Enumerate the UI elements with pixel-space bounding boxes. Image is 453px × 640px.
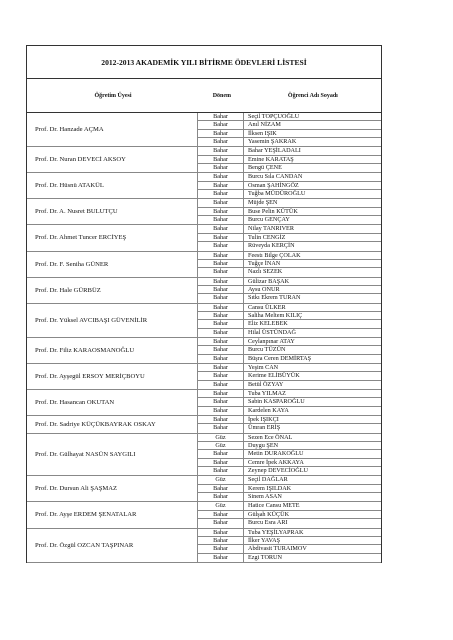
term-cell: Bahar xyxy=(198,338,244,345)
student-name-cell: Tulin CENGİZ xyxy=(248,233,286,241)
table-row xyxy=(198,459,381,467)
table-row xyxy=(198,121,381,129)
table-row xyxy=(198,147,381,155)
student-name-cell: Bengü ÇENE xyxy=(248,164,282,172)
table-row xyxy=(198,225,381,233)
student-list xyxy=(198,252,381,277)
student-name-cell: Ezgi TORUN xyxy=(248,553,282,561)
student-name-cell: Abdivasit TURAIMOV xyxy=(248,545,307,553)
student-name-cell: Seçil TOPÇUOĞLU xyxy=(248,113,300,120)
faculty-name: Prof. Dr. Ahmet Tuncer ERCİYEŞ xyxy=(27,225,198,250)
table-row xyxy=(198,338,381,346)
faculty-name: Prof. Dr. Hanzade AÇMA xyxy=(27,113,198,146)
student-name-cell: Tuğba MÜDÜROĞLU xyxy=(248,190,306,198)
student-name-cell: Rüveyda KERÇİN xyxy=(248,242,295,250)
term-cell: Bahar xyxy=(198,182,244,189)
term-cell: Bahar xyxy=(198,113,244,120)
term-cell: Bahar xyxy=(198,511,244,518)
term-cell: Bahar xyxy=(198,156,244,163)
table-row xyxy=(198,476,381,484)
term-cell: Bahar xyxy=(198,485,244,492)
student-name-cell: Metin DURAKOĞLU xyxy=(248,450,304,458)
table-row xyxy=(198,372,381,380)
student-name-cell: Buse Pelin KÜTÜK xyxy=(248,207,298,215)
term-cell: Bahar xyxy=(198,537,244,544)
student-list xyxy=(198,338,381,363)
term-cell: Bahar xyxy=(198,398,244,405)
term-cell: Bahar xyxy=(198,554,244,562)
term-cell: Bahar xyxy=(198,329,244,337)
faculty-group xyxy=(27,390,381,416)
student-column-header: Öğrenci Adı Soyadı xyxy=(287,92,338,99)
faculty-group xyxy=(27,225,381,251)
term-cell: Bahar xyxy=(198,286,244,293)
term-cell: Bahar xyxy=(198,121,244,128)
table-row xyxy=(198,424,381,432)
term-cell: Bahar xyxy=(198,407,244,415)
term-cell: Bahar xyxy=(198,304,244,311)
term-cell: Bahar xyxy=(198,138,244,146)
student-name-cell: Seçil DAĞLAR xyxy=(248,476,288,484)
student-name-cell: Sinem ASAN xyxy=(248,493,282,501)
faculty-name: Prof. Dr. Ayşe ERDEM ŞENATALAR xyxy=(27,502,198,527)
student-name-cell: Kerime ELİBÜYÜK xyxy=(248,372,300,380)
faculty-name: Prof. Dr. A. Nusret BULUTÇU xyxy=(27,199,198,224)
table-row xyxy=(198,545,381,553)
student-list xyxy=(198,390,381,415)
faculty-name: Prof. Dr. Nuran DEVECİ AKSOY xyxy=(27,147,198,172)
student-name-cell: Hatice Cansu METE xyxy=(248,502,300,510)
faculty-group xyxy=(27,529,381,563)
document-sheet xyxy=(26,45,382,563)
term-cell: Bahar xyxy=(198,164,244,172)
faculty-group xyxy=(27,252,381,278)
faculty-name: Prof. Dr. Filiz KARAOSMANOĞLU xyxy=(27,338,198,363)
table-row xyxy=(198,398,381,406)
table-row xyxy=(198,381,381,389)
table-row xyxy=(198,355,381,363)
student-list xyxy=(198,434,381,476)
table-row xyxy=(198,416,381,424)
table-row xyxy=(198,242,381,250)
faculty-group xyxy=(27,434,381,477)
faculty-name: Prof. Dr. Yüksel AVCIBAŞI GÜVENİLİR xyxy=(27,304,198,337)
faculty-group xyxy=(27,199,381,225)
student-name-cell: İlksen IŞIK xyxy=(248,129,277,137)
student-name-cell: Sabin KASPAROĞLU xyxy=(248,398,305,406)
table-header-row xyxy=(26,79,382,113)
table-row xyxy=(198,234,381,242)
faculty-name: Prof. Dr. Sadriye KÜÇÜKBAYRAK OSKAY xyxy=(27,416,198,433)
table-row xyxy=(198,182,381,190)
table-row xyxy=(198,537,381,545)
term-cell: Bahar xyxy=(198,381,244,389)
student-name-cell: Feestı Bilge ÇOLAK xyxy=(248,251,301,259)
student-list xyxy=(198,173,381,198)
faculty-name: Prof. Dr. F. Seniha GÜNER xyxy=(27,252,198,277)
term-cell: Bahar xyxy=(198,130,244,137)
student-list xyxy=(198,416,381,433)
table-row xyxy=(198,286,381,294)
term-cell: Bahar xyxy=(198,216,244,224)
student-name-cell: Bahar YEŞİLADALI xyxy=(248,147,301,155)
table-row xyxy=(198,113,381,121)
table-row xyxy=(198,450,381,458)
student-list xyxy=(198,199,381,224)
student-name-cell: Betül ÖZYAY xyxy=(248,380,284,388)
term-cell: Bahar xyxy=(198,545,244,552)
faculty-group xyxy=(27,113,381,147)
term-cell: Bahar xyxy=(198,278,244,285)
term-cell: Bahar xyxy=(198,173,244,180)
student-name-cell: Burcu Esra ARI xyxy=(248,519,288,527)
table-row xyxy=(198,216,381,224)
term-cell: Bahar xyxy=(198,493,244,501)
term-cell: Bahar xyxy=(198,234,244,241)
student-name-cell: Tuba YEŞİLYAPRAK xyxy=(248,528,304,536)
term-cell: Güz xyxy=(198,442,244,449)
table-row xyxy=(198,304,381,312)
table-row xyxy=(198,138,381,146)
term-cell: Bahar xyxy=(198,199,244,206)
term-cell: Bahar xyxy=(198,242,244,250)
table-row xyxy=(198,502,381,510)
student-name-cell: Anıl NİZAM xyxy=(248,121,281,129)
term-cell: Güz xyxy=(198,434,244,441)
table-row xyxy=(198,320,381,328)
term-cell: Güz xyxy=(198,476,244,483)
table-row xyxy=(198,268,381,276)
table-row xyxy=(198,467,381,475)
student-name-cell: Müjde ŞEN xyxy=(248,199,278,207)
student-list xyxy=(198,113,381,146)
table-row xyxy=(198,407,381,415)
student-name-cell: Saliha Meltem KILIÇ xyxy=(248,311,303,319)
table-row xyxy=(198,278,381,286)
table-row xyxy=(198,260,381,268)
faculty-name: Prof. Dr. Ayşegül ERSOY MERİÇBOYU xyxy=(27,364,198,389)
table-row xyxy=(198,252,381,260)
student-name-cell: İpek IŞIKÇI xyxy=(248,416,279,424)
faculty-name: Prof. Dr. Gülhayat NASÜN SAYGILI xyxy=(27,434,198,476)
student-list xyxy=(198,502,381,527)
term-cell: Bahar xyxy=(198,147,244,154)
faculty-column-header: Öğretim Üyesi xyxy=(94,92,132,99)
student-name-cell: Nilay TANRIVER xyxy=(248,225,294,233)
table-row xyxy=(198,346,381,354)
student-name-cell: Büşra Ceren DEMİRTAŞ xyxy=(248,354,312,362)
table-row xyxy=(198,156,381,164)
student-name-cell: Cemre İpek AKKAYA xyxy=(248,458,304,466)
student-name-cell: Burcu TÜZÜN xyxy=(248,346,286,354)
term-cell: Bahar xyxy=(198,260,244,267)
student-list xyxy=(198,529,381,562)
student-list xyxy=(198,225,381,250)
faculty-name: Prof. Dr. Hale GÜRBÜZ xyxy=(27,278,198,303)
student-name-cell: Tuğçe İNAN xyxy=(248,259,281,267)
term-cell: Bahar xyxy=(198,467,244,475)
table-row xyxy=(198,493,381,501)
document-title: 2012-2013 AKADEMİK YILI BİTİRME ÖDEVLERİ LİSTESİ xyxy=(26,45,382,79)
student-name-cell: Nazlı SEZEK xyxy=(248,268,283,276)
term-cell: Bahar xyxy=(198,190,244,198)
student-name-cell: Sıtkı Ekrem TURAN xyxy=(248,294,301,302)
faculty-group xyxy=(27,416,381,434)
term-cell: Bahar xyxy=(198,208,244,215)
student-name-cell: Kardelen KAYA xyxy=(248,406,289,414)
table-row xyxy=(198,173,381,181)
student-name-cell: Burcu GENÇAY xyxy=(248,216,290,224)
table-body xyxy=(26,113,382,563)
term-cell: Bahar xyxy=(198,320,244,327)
student-name-cell: Burcu Sıla CANDAN xyxy=(248,173,303,181)
term-cell: Bahar xyxy=(198,252,244,259)
student-name-cell: İlker YAVAŞ xyxy=(248,536,281,544)
table-row xyxy=(198,511,381,519)
faculty-group xyxy=(27,338,381,364)
student-name-cell: Tuba YILMAZ xyxy=(248,390,286,397)
table-row xyxy=(198,130,381,138)
student-list xyxy=(198,304,381,337)
faculty-group xyxy=(27,364,381,390)
table-row xyxy=(198,364,381,372)
student-name-cell: Kerem IŞILDAK xyxy=(248,484,292,492)
table-row xyxy=(198,529,381,537)
table-row xyxy=(198,442,381,450)
table-row xyxy=(198,208,381,216)
term-cell: Bahar xyxy=(198,416,244,423)
term-cell: Bahar xyxy=(198,355,244,363)
term-cell: Bahar xyxy=(198,294,244,302)
faculty-group xyxy=(27,173,381,199)
table-row xyxy=(198,434,381,442)
student-name-cell: Yasemin ŞAKRAK xyxy=(248,138,297,146)
term-cell: Bahar xyxy=(198,459,244,466)
term-cell: Bahar xyxy=(198,519,244,527)
term-cell: Bahar xyxy=(198,529,244,536)
term-cell: Bahar xyxy=(198,312,244,319)
student-name-cell: Osman ŞAHİNGÖZ xyxy=(248,181,299,189)
faculty-group xyxy=(27,304,381,338)
table-row xyxy=(198,554,381,562)
term-cell: Bahar xyxy=(198,424,244,432)
table-row xyxy=(198,164,381,172)
table-row xyxy=(198,199,381,207)
table-row xyxy=(198,329,381,337)
student-name-cell: Cansu ÜLKER xyxy=(248,303,286,311)
term-cell: Bahar xyxy=(198,390,244,397)
table-row xyxy=(198,190,381,198)
student-name-cell: Gülşah KÜÇÜK xyxy=(248,510,290,518)
student-name-cell: Yeşim CAN xyxy=(248,363,279,371)
faculty-group xyxy=(27,476,381,502)
term-cell: Bahar xyxy=(198,346,244,353)
student-list xyxy=(198,476,381,501)
faculty-name: Prof. Dr. Dursun Ali ŞAŞMAZ xyxy=(27,476,198,501)
student-name-cell: Duygu ŞEN xyxy=(248,442,279,450)
table-row xyxy=(198,485,381,493)
student-name-cell: Emine KARATAŞ xyxy=(248,155,294,163)
faculty-name: Prof. Dr. Hüsnü ATAKÜL xyxy=(27,173,198,198)
faculty-name: Prof. Dr. Özgül OZCAN TAŞPINAR xyxy=(27,529,198,562)
faculty-group xyxy=(27,147,381,173)
table-row xyxy=(198,519,381,527)
term-cell: Güz xyxy=(198,502,244,509)
term-cell: Bahar xyxy=(198,372,244,379)
student-name-cell: Gülizar BAŞAK xyxy=(248,277,290,285)
student-name-cell: Zeynep DEVECİOĞLU xyxy=(248,467,308,475)
faculty-name: Prof. Dr. Hasancan OKUTAN xyxy=(27,390,198,415)
student-name-cell: Sezen Ece ÖNAL xyxy=(248,433,293,441)
student-name-cell: Aysu ONUR xyxy=(248,285,280,293)
term-cell: Bahar xyxy=(198,225,244,232)
student-list xyxy=(198,147,381,172)
term-column-header: Dönem xyxy=(212,92,232,99)
table-row xyxy=(198,312,381,320)
table-row xyxy=(198,390,381,398)
term-cell: Bahar xyxy=(198,268,244,276)
table-row xyxy=(198,294,381,302)
student-name-cell: Hilal ÜSTÜNDAĞ xyxy=(248,328,296,336)
faculty-group xyxy=(27,502,381,528)
student-name-cell: Ceylanpınar ATAY xyxy=(248,337,295,345)
term-cell: Bahar xyxy=(198,450,244,457)
faculty-group xyxy=(27,278,381,304)
student-name-cell: Ümran ERİŞ xyxy=(248,424,281,432)
student-list xyxy=(198,278,381,303)
student-list xyxy=(198,364,381,389)
student-name-cell: Eliz KELEBEK xyxy=(248,320,288,328)
term-cell: Bahar xyxy=(198,364,244,371)
